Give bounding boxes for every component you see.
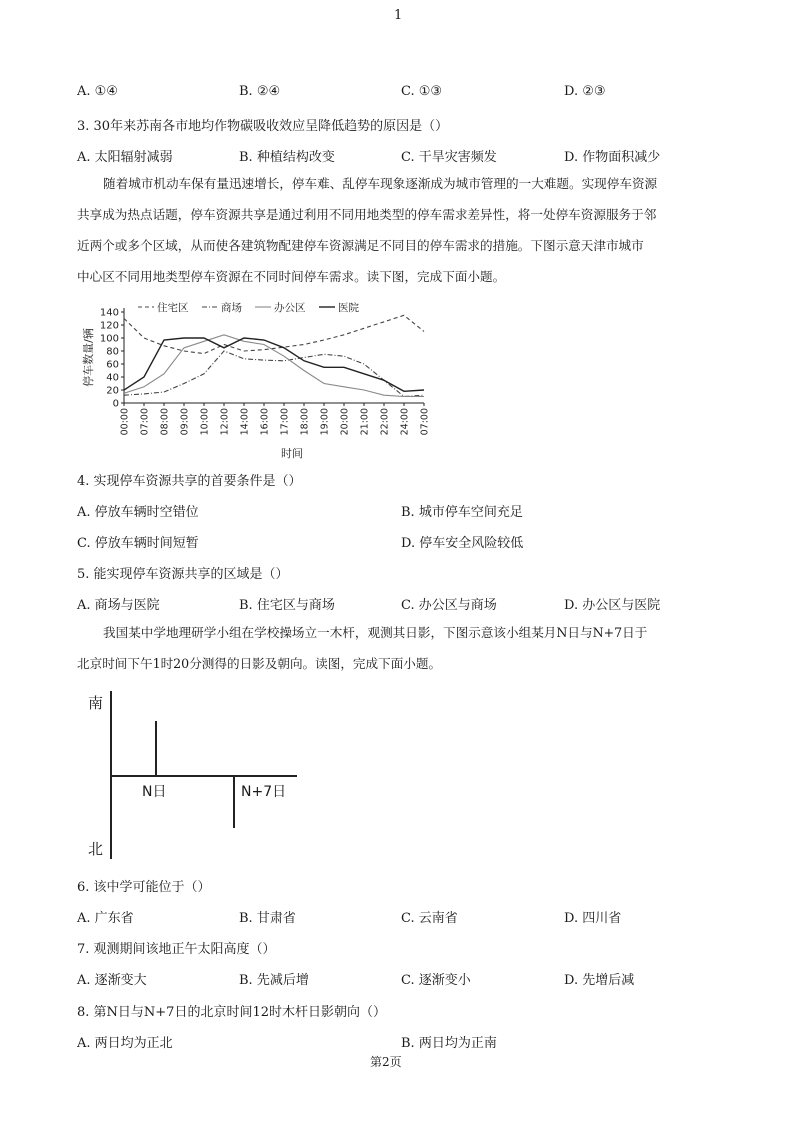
q8-options	[77, 1032, 717, 1050]
passage-line: 中心区不同用地类型停车资源在不同时间停车需求。读下图，完成下面小题。	[77, 269, 506, 284]
series-line-2	[124, 351, 424, 397]
x-axis-label: 时间	[281, 447, 303, 460]
series-line-4	[124, 338, 424, 391]
passage-line: 随着城市机动车保有量迅速增长，停车难、乱停车现象逐渐成为城市管理的一大难题。实现停车资源	[103, 176, 658, 191]
y-tick-label: 80	[106, 346, 119, 358]
x-tick-label: 20:00	[339, 408, 351, 436]
x-tick-label: 17:00	[279, 408, 291, 436]
q7-option-b[interactable]: B. 先减后增	[239, 973, 309, 988]
legend-label-3: 办公区	[274, 302, 306, 314]
x-tick-label: 18:00	[299, 408, 311, 436]
q3-option-a[interactable]: A. 太阳辐射减弱	[77, 150, 173, 165]
q3-option-c[interactable]: C. 干旱灾害频发	[401, 150, 497, 165]
passage-line: 共享成为热点话题，停车资源共享是通过利用不同用地类型的停车需求差异性，将一处停车资源服务于邻	[77, 207, 657, 222]
x-tick-label: 24:00	[399, 408, 411, 436]
q3-options	[77, 146, 717, 164]
q4-option-a[interactable]: A. 停放车辆时空错位	[77, 505, 199, 520]
q7-option-d[interactable]: D. 先增后减	[564, 973, 635, 988]
passage-parking	[77, 168, 722, 292]
q8-option-a[interactable]: A. 两日均为正北	[77, 1036, 173, 1051]
passage-line: 我国某中学地理研学小组在学校操场立一木杆，观测其日影，下图示意该小组某月N日与N+7日于	[103, 625, 648, 640]
passage-line: 近两个或多个区域，从而使各建筑物配建停车资源满足不同目的停车需求的措施。下图示意天津市城市	[77, 238, 644, 253]
series-line-1	[124, 315, 424, 353]
y-tick-label: 100	[99, 333, 119, 345]
q6-options	[77, 907, 717, 925]
chart-lines	[124, 315, 424, 396]
x-tick-label: 14:00	[239, 408, 251, 436]
q7-option-a[interactable]: A. 逐渐变大	[77, 973, 147, 988]
chart-legend	[138, 301, 359, 314]
q8-option-b[interactable]: B. 两日均为正南	[401, 1036, 497, 1051]
passage-shadow	[77, 617, 722, 679]
q8-stem: 8. 第N日与N+7日的北京时间12时木杆日影朝向（）	[77, 1005, 386, 1020]
legend-label-2: 商场	[221, 302, 242, 314]
q4-option-b[interactable]: B. 城市停车空间充足	[401, 505, 523, 520]
x-tick-label: 10:00	[199, 408, 211, 436]
q6-option-b[interactable]: B. 甘肃省	[239, 911, 296, 926]
q5-stem: 5. 能实现停车资源共享的区域是（）	[77, 567, 289, 582]
day-n-label: N日	[142, 784, 167, 800]
x-tick-label: 12:00	[219, 408, 231, 436]
south-label: 南	[88, 694, 104, 712]
legend-label-1: 住宅区	[157, 302, 189, 314]
x-tick-label: 08:00	[159, 408, 171, 436]
legend-label-4: 医院	[338, 302, 359, 314]
y-tick-label: 40	[106, 372, 119, 384]
q2-option-c[interactable]: C. ①③	[401, 84, 443, 99]
x-tick-label: 07:00	[419, 408, 431, 436]
q3-option-b[interactable]: B. 种植结构改变	[239, 150, 335, 165]
day-n7-label: N+7日	[241, 784, 287, 800]
q4-stem: 4. 实现停车资源共享的首要条件是（）	[77, 474, 302, 489]
x-tick-label: 07:00	[139, 408, 151, 436]
x-tick-label: 09:00	[179, 408, 191, 436]
shadow-day-n7	[233, 776, 235, 828]
y-tick-label: 0	[112, 398, 119, 410]
shadow-day-n	[155, 721, 157, 775]
passage-line: 北京时间下午1时20分测得的日影及朝向。读图，完成下面小题。	[77, 656, 442, 671]
q7-option-c[interactable]: C. 逐渐变小	[401, 973, 471, 988]
q5-option-b[interactable]: B. 住宅区与商场	[239, 598, 335, 613]
q4-options-row1	[77, 501, 717, 519]
x-tick-label: 00:00	[119, 408, 131, 436]
q7-stem: 7. 观测期间该地正午太阳高度（）	[77, 942, 276, 957]
parking-demand-chart	[80, 300, 440, 462]
q2-option-a[interactable]: A. ①④	[77, 84, 118, 99]
q4-options-row2	[77, 532, 717, 550]
q4-option-c[interactable]: C. 停放车辆时间短暂	[77, 536, 199, 551]
page-number-bottom: 第2页	[370, 1055, 402, 1069]
x-tick-label: 22:00	[379, 408, 391, 436]
north-label: 北	[88, 840, 104, 858]
q3-stem: 3. 30年来苏南各市地均作物碳吸收效应呈降低趋势的原因是（）	[77, 119, 449, 134]
q2-option-d[interactable]: D. ②③	[564, 84, 606, 99]
q5-option-a[interactable]: A. 商场与医院	[77, 598, 160, 613]
y-axis-label: 停车数量/辆	[82, 328, 95, 387]
q6-stem: 6. 该中学可能位于（）	[77, 880, 211, 895]
y-tick-label: 60	[106, 359, 119, 371]
q4-option-d[interactable]: D. 停车安全风险较低	[401, 536, 524, 551]
y-tick-label: 120	[99, 320, 119, 332]
east-west-baseline	[110, 775, 297, 777]
q6-option-c[interactable]: C. 云南省	[401, 911, 458, 926]
shadow-diagram	[80, 688, 310, 863]
q5-option-d[interactable]: D. 办公区与医院	[564, 598, 661, 613]
q2-options	[77, 84, 717, 102]
x-tick-label: 21:00	[359, 408, 371, 436]
page-number-top: 1	[394, 8, 403, 23]
x-tick-label: 16:00	[259, 408, 271, 436]
q5-option-c[interactable]: C. 办公区与商场	[401, 598, 497, 613]
y-tick-label: 20	[106, 385, 119, 397]
q7-options	[77, 969, 717, 987]
q6-option-a[interactable]: A. 广东省	[77, 911, 134, 926]
y-tick-label: 140	[99, 307, 119, 319]
q5-options	[77, 594, 717, 612]
q2-option-b[interactable]: B. ②④	[239, 84, 281, 99]
q6-option-d[interactable]: D. 四川省	[564, 911, 622, 926]
q3-option-d[interactable]: D. 作物面积减少	[564, 150, 661, 165]
x-tick-label: 19:00	[319, 408, 331, 436]
